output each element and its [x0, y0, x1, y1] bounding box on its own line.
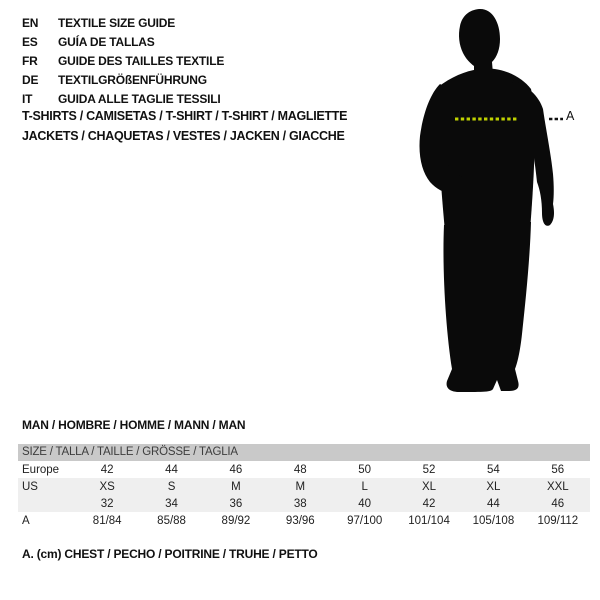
- size-cell: XL: [486, 480, 501, 493]
- size-cell: 38: [293, 497, 307, 510]
- category-line-jackets: JACKETS / CHAQUETAS / VESTES / JACKEN / GIACCHE: [22, 129, 345, 143]
- size-cell: 44: [487, 497, 500, 510]
- size-cell: 36: [229, 497, 243, 510]
- size-cell: 32: [100, 497, 114, 510]
- size-cell: 52: [422, 463, 436, 476]
- measurement-label-a: A: [566, 109, 575, 123]
- size-cell: L: [361, 480, 368, 493]
- size-cell: 93/96: [285, 514, 315, 527]
- size-cell: 105/108: [472, 514, 515, 527]
- size-cell: 81/84: [92, 514, 122, 527]
- row-label: A: [22, 514, 30, 527]
- size-cell: 42: [100, 463, 114, 476]
- table-row-us-numeric: [18, 495, 590, 512]
- size-cell: 40: [358, 497, 372, 510]
- size-cell: 85/88: [157, 514, 186, 527]
- size-cell: 46: [229, 463, 243, 476]
- language-title: GUÍA DE TALLAS: [58, 34, 155, 49]
- language-list: [22, 13, 224, 108]
- language-row: [22, 51, 224, 70]
- size-cell: 101/104: [408, 514, 450, 527]
- size-cell: S: [167, 480, 176, 493]
- size-cell: M: [295, 480, 306, 493]
- row-label: US: [22, 480, 38, 493]
- language-code: ES: [22, 34, 38, 49]
- size-cell: 42: [422, 497, 436, 510]
- language-code: IT: [22, 91, 33, 106]
- language-code: EN: [22, 15, 39, 30]
- language-title: TEXTILE SIZE GUIDE: [58, 15, 176, 30]
- category-line-tshirts: T-SHIRTS / CAMISETAS / T-SHIRT / T-SHIRT / MAGLIETTE: [22, 109, 348, 123]
- language-title: GUIDA ALLE TAGLIE TESSILI: [58, 91, 221, 106]
- size-cell: 56: [551, 463, 565, 476]
- footnote-chest-measurement: A. (cm) CHEST / PECHO / POITRINE / TRUHE / PETTO: [22, 547, 318, 561]
- size-cell: 46: [551, 497, 565, 510]
- garment-categories: [22, 106, 347, 146]
- size-cell: 34: [165, 497, 178, 510]
- silhouette-legs: [443, 222, 531, 392]
- size-table-header: SIZE / TALLA / TAILLE / GRÖSSE / TAGLIA: [18, 444, 590, 461]
- size-cell: XXL: [546, 480, 569, 493]
- size-cell: 44: [165, 463, 178, 476]
- man-silhouette-figure: [395, 2, 580, 397]
- size-cell: 54: [487, 463, 500, 476]
- language-code: FR: [22, 53, 38, 68]
- language-row: [22, 70, 224, 89]
- language-title: TEXTILGRÖßENFÜHRUNG: [58, 72, 207, 87]
- table-row-europe: [18, 461, 590, 478]
- language-code: DE: [22, 72, 39, 87]
- table-row-us-letter: [18, 478, 590, 495]
- size-cell: 48: [293, 463, 307, 476]
- language-title: GUIDE DES TAILLES TEXTILE: [58, 53, 225, 68]
- language-row: [22, 32, 224, 51]
- row-label: Europe: [22, 463, 60, 476]
- size-cell: 89/92: [221, 514, 251, 527]
- table-row-chest: [18, 512, 590, 529]
- size-cell: M: [231, 480, 241, 493]
- language-row: [22, 13, 224, 32]
- size-cell: 109/112: [537, 514, 579, 527]
- silhouette-head: [459, 9, 500, 74]
- size-cell: 50: [358, 463, 372, 476]
- size-cell: XL: [422, 480, 437, 493]
- section-title-man: MAN / HOMBRE / HOMME / MANN / MAN: [22, 418, 246, 432]
- size-table: [18, 444, 590, 529]
- size-cell: 97/100: [347, 514, 383, 527]
- size-cell: XS: [99, 480, 115, 493]
